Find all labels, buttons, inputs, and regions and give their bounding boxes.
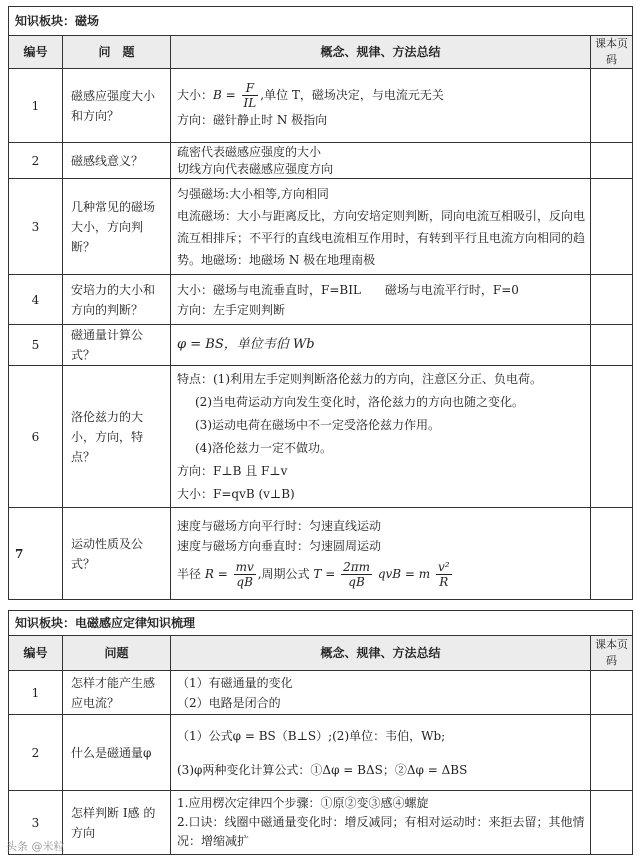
content-line: 疏密代表磁感应强度的大小 xyxy=(177,144,322,159)
row-question: 磁感线意义？ xyxy=(63,143,171,179)
row-question: 运动性质及公式？ xyxy=(63,508,171,600)
header-question: 问题 xyxy=(63,636,171,671)
row-question: 几种常见的磁场大小，方向判断？ xyxy=(63,179,171,275)
table-row xyxy=(9,179,633,275)
content-line: （1）公式φ = BS（B⊥S）;(2)单位：韦伯，Wb; xyxy=(177,728,446,743)
electromagnetic-induction-table xyxy=(8,610,633,855)
page-cell xyxy=(591,791,633,855)
content-line: φ = BS，单位韦伯 Wb xyxy=(177,337,315,352)
content-line: 电流磁场：大小与距离反比，方向安培定则判断，同向电流互相吸引，反向电流互相排斥；不平行的直线电流相互作用时，有转到平行且电流方向相同的趋势。地磁场：地磁场 N 极在地理南极 xyxy=(177,208,586,267)
content-line: 大小：磁场与电流垂直时，F=BIL 磁场与电流平行时，F=0 xyxy=(177,282,519,297)
page-cell xyxy=(591,69,633,143)
fraction-formula: $\frac{mv}{qB}$ xyxy=(235,559,254,589)
row-number: 1 xyxy=(9,671,63,715)
page-cell xyxy=(591,325,633,366)
table-row xyxy=(9,671,633,715)
row-number: 4 xyxy=(9,275,63,325)
table-row xyxy=(9,715,633,791)
row-content xyxy=(171,715,591,791)
row-number: 7 xyxy=(9,508,63,600)
page-cell xyxy=(591,275,633,325)
row-number: 2 xyxy=(9,143,63,179)
table-row xyxy=(9,275,633,325)
content-line: 特点：(1)利用左手定则判断洛伦兹力的方向，注意区分正、负电荷。 xyxy=(177,371,543,386)
table-row xyxy=(9,508,633,600)
content-line: 大小：F=qvB (v⊥B) xyxy=(177,486,295,501)
fraction-formula: $\frac{F}{IL}$ xyxy=(243,81,257,110)
watermark: 头条 @米粒 xyxy=(6,840,65,853)
row-question: 什么是磁通量φ xyxy=(63,715,171,791)
row-content xyxy=(171,143,591,179)
content-line: (2)当电荷运动方向发生变化时，洛伦兹力的方向也随之变化。 xyxy=(195,394,525,409)
content-line: 匀强磁场:大小相等,方向相同 xyxy=(177,186,329,201)
header-num: 编号 xyxy=(9,636,63,671)
header-page: 课本页码 xyxy=(591,636,633,671)
table-header-row xyxy=(9,636,633,671)
row-number: 1 xyxy=(9,69,63,143)
content-line: （2）电路是闭合的 xyxy=(177,695,281,710)
page-cell xyxy=(591,671,633,715)
row-content xyxy=(171,671,591,715)
row-question: 怎样判断 I感 的方向 xyxy=(63,791,171,855)
content-line: 切线方向代表磁感应强度方向 xyxy=(177,161,334,176)
section-title: 知识板块：电磁感应定律知识梳理 xyxy=(9,611,633,636)
content-line: 大小：B = $\frac{F}{IL}$ ,单位 T，磁场决定，与电流元无关 xyxy=(177,81,444,110)
content-line: 1.应用楞次定律四个步骤：①原②变③感④螺旋 xyxy=(177,796,429,810)
table-row xyxy=(9,325,633,366)
content-line: (3)φ两种变化计算公式：①Δφ = BΔS；②Δφ = ΔBS xyxy=(177,762,468,777)
content-line: 半径 R = $\frac{mv}{qB}$ ,周期公式 T = $\frac{2\pi m}{qB}$ qvB = m $\frac{\text{v²}}{R}$ xyxy=(177,559,450,589)
row-content xyxy=(171,508,591,600)
content-line: 速度与磁场方向垂直时：匀速圆周运动 xyxy=(177,538,382,553)
content-line: 方向：F⊥B 且 F⊥v xyxy=(177,463,288,478)
table-row xyxy=(9,366,633,508)
content-line: （1）有磁通量的变化 xyxy=(177,675,293,690)
section-title: 知识板块：磁场 xyxy=(9,7,633,36)
row-question: 怎样才能产生感应电流？ xyxy=(63,671,171,715)
row-number: 3 xyxy=(9,791,63,855)
content-line: 速度与磁场方向平行时：匀速直线运动 xyxy=(177,518,382,533)
page-cell xyxy=(591,508,633,600)
row-content xyxy=(171,179,591,275)
row-number: 6 xyxy=(9,366,63,508)
header-content: 概念、规律、方法总结 xyxy=(171,36,591,69)
row-question: 洛伦兹力的大小，方向，特点？ xyxy=(63,366,171,508)
row-question: 磁感应强度大小和方向？ xyxy=(63,69,171,143)
page-cell xyxy=(591,179,633,275)
row-content xyxy=(171,791,591,855)
table-row xyxy=(9,143,633,179)
row-number: 5 xyxy=(9,325,63,366)
header-num: 编号 xyxy=(9,36,63,69)
row-number: 2 xyxy=(9,715,63,791)
table-row xyxy=(9,69,633,143)
table-header-row xyxy=(9,36,633,69)
row-question: 安培力的大小和方向的判断？ xyxy=(63,275,171,325)
content-line: 方向：左手定则判断 xyxy=(177,302,286,317)
row-content xyxy=(171,325,591,366)
header-question: 问 题 xyxy=(63,36,171,69)
fraction-formula: $\frac{\text{v²}}{R}$ xyxy=(438,559,450,589)
page-cell xyxy=(591,366,633,508)
page-cell xyxy=(591,143,633,179)
magnetic-field-table xyxy=(8,6,633,600)
fraction-formula: $\frac{2\pi m}{qB}$ xyxy=(343,559,370,589)
content-line: 2.口诀：线圈中磁通量变化时：增反减同；有相对运动时：来拒去留；其他情况：增缩减扩 xyxy=(177,815,585,848)
row-content xyxy=(171,275,591,325)
row-content xyxy=(171,69,591,143)
row-number: 3 xyxy=(9,179,63,275)
header-content: 概念、规律、方法总结 xyxy=(171,636,591,671)
header-page: 课本页码 xyxy=(591,36,633,69)
row-content xyxy=(171,366,591,508)
table-row xyxy=(9,791,633,855)
content-line: (4)洛伦兹力一定不做功。 xyxy=(195,440,332,455)
page-cell xyxy=(591,715,633,791)
row-question: 磁通量计算公式？ xyxy=(63,325,171,366)
content-line: (3)运动电荷在磁场中不一定受洛伦兹力作用。 xyxy=(195,417,440,432)
content-line: 方向：磁针静止时 N 极指向 xyxy=(177,113,328,127)
